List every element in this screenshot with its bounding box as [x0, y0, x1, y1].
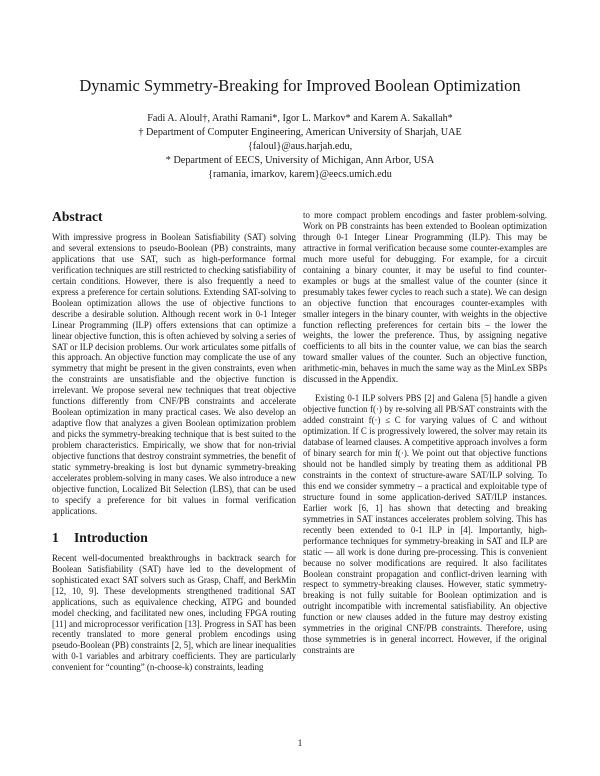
email-umich: {ramania, imarkov, karem}@eecs.umich.edu	[208, 169, 392, 180]
affiliation-aus: † Department of Computer Engineering, American University of Sharjah, UAE	[138, 127, 462, 138]
paragraph-pb-optimization: to more compact problem encodings and faster problem-solving. Work on PB constraints has been extended to Boolean optimization through 0-1 Integer Linear Programming (ILP). This may be attractive in formal verification because some counter-examples are much more useful for debugging. For example, for a circuit containing a binary counter, it may be useful to find counter-examples or bugs at the smallest value of the counter (since it presumably takes fewer cycles to reach such a state). We can design an objective function that encourages counter-examples with smaller integers in the binary counter, with weights in the objective function reflecting preferences for certain bits – the lower the weights, the lower the preference. Thus, by assigning negative coefficients to all bits in the counter value, we can bias the search toward smaller values of the counter. Such an objective function, arithmetic-min, behaves in much the same way as the MinLex SBPs discussed in the Appendix.	[303, 210, 547, 385]
section-number: 1	[52, 529, 59, 545]
section-title: Introduction	[74, 529, 148, 545]
right-column	[303, 210, 547, 656]
introduction-heading	[52, 529, 296, 547]
author-block	[0, 112, 600, 182]
email-aus: {faloul}@aus.harjah.edu,	[247, 141, 353, 152]
abstract-heading: Abstract	[52, 209, 103, 224]
left-column	[52, 208, 296, 673]
affiliation-umich: * Department of EECS, University of Michigan, Ann Arbor, USA	[165, 155, 435, 166]
author-names: Fadi A. Aloul†, Arathi Ramani*, Igor L. Markov* and Karem A. Sakallah*	[147, 113, 453, 124]
paper-title: Dynamic Symmetry-Breaking for Improved Boolean Optimization	[79, 76, 521, 95]
paragraph-ilp-solvers: Existing 0-1 ILP solvers PBS [2] and Galena [5] handle a given objective function f(·) by re-solving all PB/SAT constraints with the added constraint f(·) ≤ C for varying values of C and without optimization. If C is progressively lowered, the solver may retain its database of learned clauses. A competitive approach involves a form of binary search for min f(·). We point out that objective functions should not be handled simply by treating them as additional PB constraints in the context of structure-aware SAT/ILP solving. To this end we consider symmetry – a practical and exploitable type of structure found in some application-derived SAT/ILP instances. Earlier work [6, 1] has shown that detecting and breaking symmetries in SAT instances accelerates problem solving. This has recently been extended to 0-1 ILP in [4]. Importantly, high-performance techniques for symmetry-breaking in SAT and ILP are static — all work is done during pre-processing. This is convenient because no solver modifications are required. It also facilitates Boolean constraint propagation and conflict-driven learning with respect to symmetry-breaking clauses. However, static symmetry-breaking is not fully suitable for Boolean optimization and is outright incompatible with incremental satisfiability. An objective function or new clauses added in the future may destroy existing symmetries in the original CNF/PB constraints. Therefore, using those symmetries is in general incorrect. However, if the original constraints are	[303, 393, 547, 656]
abstract-text: With impressive progress in Boolean Satisfiability (SAT) solving and several extensions to pseudo-Boolean (PB) constraints, many applications that use SAT, such as high-performance formal verification techniques are still restricted to checking satisfiability of certain conditions. However, there is also frequently a need to express a preference for certain solutions. Extending SAT-solving to Boolean optimization allows the use of objective functions to describe a desirable solution. Although recent work in 0-1 Integer Linear Programming (ILP) offers extensions that can optimize a linear objective function, this is often achieved by solving a series of SAT or ILP decision problems. Our work articulates some pitfalls of this approach. An objective function may complicate the use of any symmetry that might be present in the given constraints, even when the constraints are unsatisfiable and the objective function is irrelevant. We propose several new techniques that treat objective functions differently from CNF/PB constraints and accelerate Boolean optimization in many practical cases. We also develop an adaptive flow that analyzes a given Boolean optimization problem and picks the symmetry-breaking technique that is best suited to the problem characteristics. Empirically, we show that for non-trivial objective functions that destroy constraint symmetries, the benefit of static symmetry-breaking is lost but dynamic symmetry-breaking accelerates problem-solving in many cases. We also introduce a new objective function, Localized Bit Selection (LBS), that can be used to specify a preference for bit values in formal verification applications.	[52, 232, 296, 516]
introduction-text: Recent well-documented breakthroughs in backtrack search for Boolean Satisfiability (SAT) have led to the development of sophisticated exact SAT solvers such as Grasp, Chaff, and BerkMin [12, 10, 9]. These developments strengthened traditional SAT applications, such as equivalence checking, ATPG and bounded model checking, and facilitated new ones, including FPGA routing [11] and microprocessor verification [13]. Progress in SAT has been recently translated to more general problem encodings using pseudo-Boolean (PB) constraints [2, 5], which are linear inequalities with 0-1 variables and arbitrary coefficients. They are particularly convenient for “counting” (n-choose-k) constraints, leading	[52, 552, 296, 673]
page-number: 1	[297, 739, 303, 749]
